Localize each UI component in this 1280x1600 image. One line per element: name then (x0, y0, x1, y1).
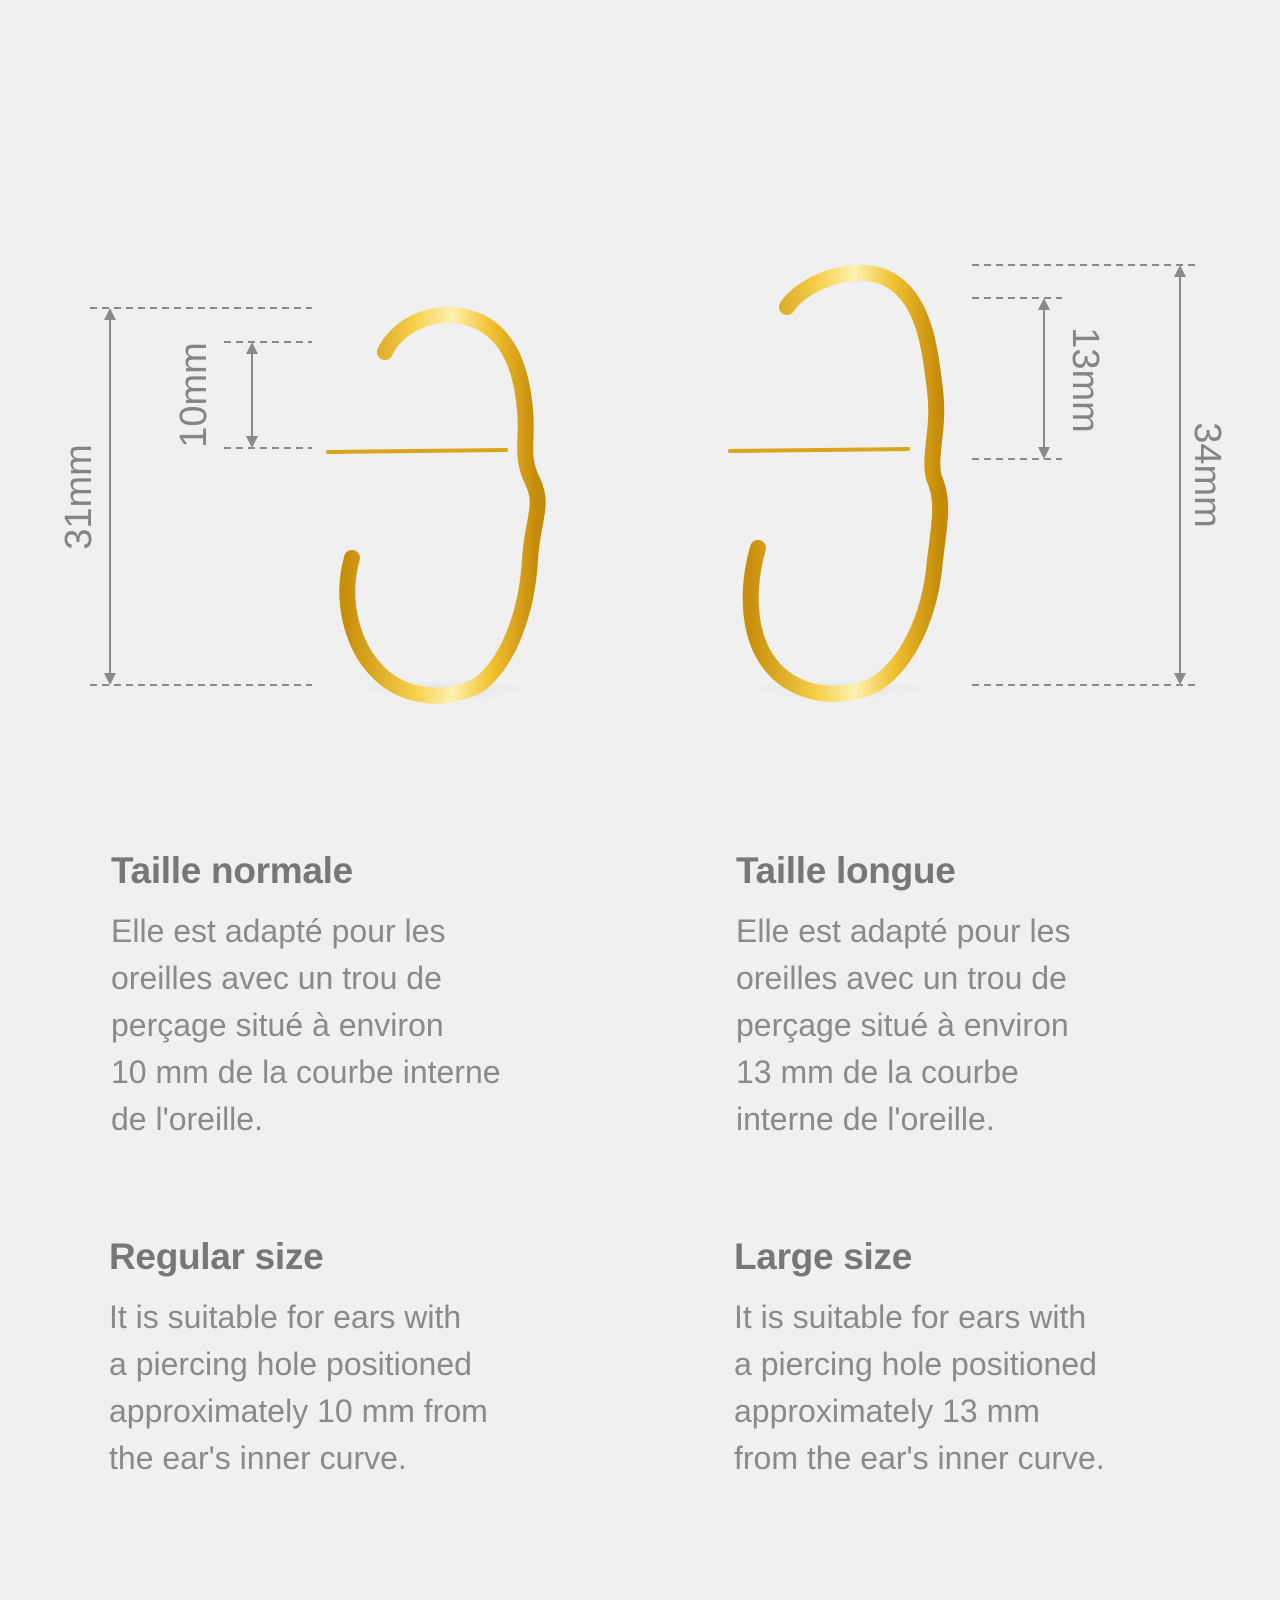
section-en-large (734, 1236, 1204, 1482)
section-fr-regular (111, 850, 581, 1143)
body-line: Elle est adapté pour les (736, 913, 1071, 949)
body-line: 13 mm de la courbe (736, 1054, 1019, 1090)
large-earring-hook (751, 273, 940, 694)
regular-total-label: 31mm (58, 444, 100, 550)
body-line: approximately 10 mm from (109, 1393, 488, 1429)
large-total-label: 34mm (1186, 422, 1228, 528)
earring-size-diagram (0, 0, 1280, 760)
section-body (111, 908, 581, 1143)
section-title: Taille normale (111, 850, 353, 891)
section-body (734, 1294, 1204, 1482)
section-body (736, 908, 1206, 1143)
body-line: oreilles avec un trou de (736, 960, 1067, 996)
body-line: 10 mm de la courbe interne (111, 1054, 501, 1090)
body-line: from the ear's inner curve. (734, 1440, 1105, 1476)
body-line: interne de l'oreille. (736, 1101, 995, 1137)
body-line: approximately 13 mm (734, 1393, 1040, 1429)
body-line: oreilles avec un trou de (111, 960, 442, 996)
body-line: a piercing hole positioned (109, 1346, 472, 1382)
regular-hole-label: 10mm (173, 342, 215, 448)
section-en-regular (109, 1236, 579, 1482)
large-earring-post (730, 449, 908, 451)
large-hole-label: 13mm (1064, 327, 1106, 433)
body-line: de l'oreille. (111, 1101, 263, 1137)
section-title: Large size (734, 1236, 912, 1277)
section-title: Regular size (109, 1236, 324, 1277)
large-earring-group (730, 265, 1228, 702)
section-fr-large (736, 850, 1206, 1143)
section-body (109, 1294, 579, 1482)
section-title: Taille longue (736, 850, 956, 891)
body-line: perçage situé à environ (736, 1007, 1069, 1043)
regular-earring-hook (347, 315, 537, 696)
body-line: It is suitable for ears with (109, 1299, 462, 1335)
body-line: the ear's inner curve. (109, 1440, 407, 1476)
body-line: a piercing hole positioned (734, 1346, 1097, 1382)
regular-earring-post (328, 450, 506, 452)
body-line: It is suitable for ears with (734, 1299, 1087, 1335)
body-line: perçage situé à environ (111, 1007, 444, 1043)
regular-earring-group (58, 308, 540, 702)
body-line: Elle est adapté pour les (111, 913, 446, 949)
